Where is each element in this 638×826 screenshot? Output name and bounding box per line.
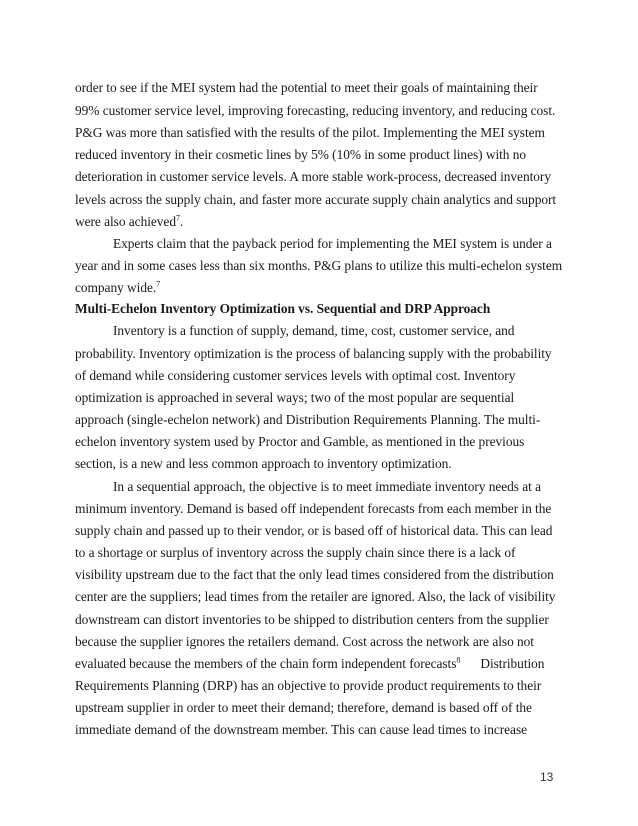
body-line-12: Inventory is a function of supply, demand, time, cost, customer service, and (113, 323, 515, 338)
body-line-16: approach (single-echelon network) and Distribution Requirements Planning. The multi- (75, 412, 541, 427)
body-line-10 (75, 280, 160, 296)
body-line-25: downstream can distort inventories to be shipped to distribution centers from the supplier (75, 612, 549, 627)
body-line-26: because the supplier ignores the retailers demand. Cost across the network are also not (75, 634, 534, 649)
body-line-29: upstream supplier in order to meet their demand; therefore, demand is based off of the (75, 700, 532, 715)
footnote-ref: 8 (456, 655, 461, 665)
body-line-3: P&G was more than satisfied with the results of the pilot. Implementing the MEI system (75, 125, 545, 140)
body-line-21: supply chain and passed up to their vendor, or is based off of historical data. This can lead (75, 523, 553, 538)
body-line-6: levels across the supply chain, and faster more accurate supply chain analytics and support (75, 192, 557, 207)
body-line-28: Requirements Planning (DRP) has an objective to provide product requirements to their (75, 678, 542, 693)
body-line-27-text: evaluated because the members of the chain form independent forecasts (75, 656, 457, 671)
body-line-10-text: company wide. (75, 280, 157, 295)
body-line-24: center are the suppliers; lead times from the retailer are ignored. Also, the lack of visibility (75, 589, 556, 604)
body-line-22: to a shortage or surplus of inventory across the supply chain since there is a lack of (75, 545, 516, 560)
body-line-8: Experts claim that the payback period for implementing the MEI system is under a (113, 236, 552, 251)
body-line-13: probability. Inventory optimization is the process of balancing supply with the probability (75, 346, 552, 361)
body-line-19: In a sequential approach, the objective is to meet immediate inventory needs at a (113, 479, 542, 494)
body-line-20: minimum inventory. Demand is based off independent forecasts from each member in the (75, 501, 552, 516)
footnote-ref: 7 (156, 279, 161, 289)
body-line-27-continuation: Distribution (480, 656, 545, 671)
body-line-5: deterioration in customer service levels. A more stable work-process, decreased inventory (75, 169, 551, 184)
body-line-7 (75, 214, 183, 230)
body-line-14: of demand while considering customer services levels with optimal cost. Inventory (75, 368, 516, 383)
sentence-end: . (179, 214, 184, 229)
body-line-18: section, is a new and less common approach to inventory optimization. (75, 456, 452, 471)
body-line-1: order to see if the MEI system had the potential to meet their goals of maintaining their (75, 80, 538, 95)
footnote-ref: 7 (175, 213, 180, 223)
body-line-2: 99% customer service level, improving forecasting, reducing inventory, and reducing cost. (75, 103, 556, 118)
body-line-27 (75, 656, 544, 672)
body-line-23: visibility upstream due to the fact that the only lead times considered from the distribution (75, 567, 554, 582)
section-heading: Multi-Echelon Inventory Optimization vs. Sequential and DRP Approach (75, 301, 491, 316)
body-line-4: reduced inventory in their cosmetic lines by 5% (10% in some product lines) with no (75, 147, 527, 162)
body-line-9: year and in some cases less than six months. P&G plans to utilize this multi-echelon system (75, 258, 563, 273)
body-line-17: echelon inventory system used by Proctor and Gamble, as mentioned in the previous (75, 434, 525, 449)
body-line-30: immediate demand of the downstream member. This can cause lead times to increase (75, 722, 527, 737)
body-line-7-text: were also achieved (75, 214, 176, 229)
page-number: 13 (540, 770, 554, 784)
body-line-15: optimization is approached in several ways; two of the most popular are sequential (75, 390, 515, 405)
